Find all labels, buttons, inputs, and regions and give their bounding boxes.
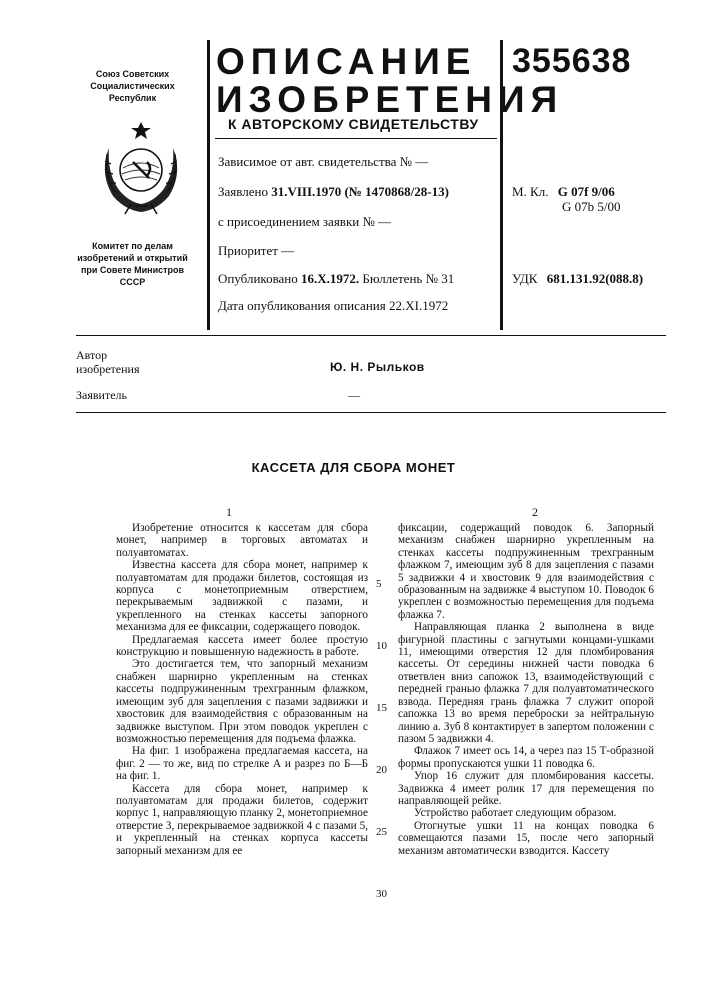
joined-application: с присоединением заявки № — (218, 214, 391, 230)
author-label-line: изобретения (76, 362, 139, 376)
paragraph: Кассета для сбора монет, например к полуавтоматам для продажи билетов, содержит корпус 1, направляющую планку 2, монетоприемное отверстие 3, перекрываемое задвижкой 4 с пазами 5, и укрепленный на стенках корпуса кассеты запорный механизм для ее (116, 783, 368, 857)
dependent-certificate: Зависимое от авт. свидетельства № — (218, 154, 428, 170)
published-label: Опубликовано (218, 271, 298, 286)
priority: Приоритет — (218, 243, 294, 259)
column-2-text (398, 522, 654, 857)
subtitle: К АВТОРСКОМУ СВИДЕТЕЛЬСТВУ (228, 116, 479, 132)
document-title: КАССЕТА ДЛЯ СБОРА МОНЕТ (0, 460, 707, 475)
udk-label: УДК (512, 271, 537, 286)
subtitle-underline (215, 138, 497, 139)
column-number-2: 2 (532, 505, 538, 520)
left-vertical-rule (207, 40, 210, 330)
title-line-2: ИЗОБРЕТЕНИЯ (216, 80, 506, 120)
committee-line: СССР (70, 276, 195, 288)
line-number: 30 (376, 888, 387, 900)
top-rule (76, 335, 666, 336)
patent-number: 355638 (512, 42, 631, 81)
column-number-1: 1 (226, 505, 232, 520)
filed-date (218, 184, 449, 200)
paragraph: Это достигается тем, что запорный механизм снабжен шарнирно укрепленным на стенках кассеты подпружиненным трехгранным флажком, имеющим зуб для зацепления с пазами задвижки и хвостовик для взаимодействия с образованным на задвижке выступом. При этом поводок укреплен с возможностью перемещения для подъема флажка. (116, 658, 368, 745)
committee-line: изобретений и открытий (70, 252, 195, 264)
author-label (76, 348, 139, 376)
line-number: 20 (376, 764, 387, 776)
country-line: Республик (70, 92, 195, 104)
applicant-value: — (348, 388, 360, 402)
paragraph: На фиг. 1 изображена предлагаемая кассета, на фиг. 2 — то же, вид по стрелке А и разрез по Б—Б на фиг. 1. (116, 745, 368, 782)
committee-line: Комитет по делам (70, 240, 195, 252)
filed-value: 31.VIII.1970 (№ 1470868/28-13) (271, 184, 449, 199)
line-number: 25 (376, 826, 387, 838)
paragraph: Устройство работает следующим образом. (398, 807, 654, 819)
udk-class (512, 271, 643, 287)
author-label-line: Автор (76, 348, 139, 362)
author-name: Ю. Н. Рыльков (330, 360, 425, 374)
published-value: 16.X.1972. (301, 271, 359, 286)
published-line (218, 271, 454, 287)
paragraph: Флажок 7 имеет ось 14, а через паз 15 Т-образной формы пропускаются ушки 11 поводка 6. (398, 745, 654, 770)
country-line: Союз Советских (70, 68, 195, 80)
committee-line: при Совете Министров (70, 264, 195, 276)
column-1-text (116, 522, 368, 857)
paragraph: Известна кассета для сбора монет, например к полуавтоматам для продажи билетов, состоящая из корпуса с монетоприемным отверстием, перекрываемым задвижкой с пазами, и укрепленного на стенках кассеты запорного механизма для ее фиксации, содержащего поводок. (116, 559, 368, 633)
mkl-class (512, 184, 615, 200)
paragraph: фиксации, содержащий поводок 6. Запорный механизм снабжен шарнирно укрепленным на стенках кассеты подпружиненным трехгранным флажком 7, имеющим зуб 8 для зацепления с пазами 5 задвижки 4 и хвостовик 9 для взаимодействия с образованным на задвижке 4 выступом 10. Поводок 6 укреплен с возможностью перемещения для подъема флажка 7. (398, 522, 654, 621)
committee-name (70, 240, 195, 288)
description-date: Дата опубликования описания 22.XI.1972 (218, 298, 448, 314)
paragraph: Направляющая планка 2 выполнена в виде фигурной пластины с загнутыми концами-ушками 11, имеющими отверстия 12 для пломбирования кассеты. От середины нижней части поводка 6 ответвлен вниз сапожок 13, взаимодействующий с передней гранью флажка 7 для полуавтоматического взвода. Передняя грань флажка 7 служит опорой сапожка 13 во время переброски за нейтральную линию а. Зуб 8 контактирует в запертом положении с пазом 5 задвижки 4. (398, 621, 654, 745)
udk-value: 681.131.92(088.8) (547, 271, 643, 286)
line-number: 15 (376, 702, 387, 714)
paragraph: Упор 16 служит для пломбирования кассеты. Задвижка 4 имеет ролик 17 для перемещения по направляющей рейке. (398, 770, 654, 807)
line-number: 10 (376, 640, 387, 652)
title-line-1: ОПИСАНИЕ (216, 42, 506, 82)
paragraph: Предлагаемая кассета имеет более простую конструкцию и повышенную надежность в работе. (116, 634, 368, 659)
mkl-code-1: G 07f 9/06 (558, 184, 615, 199)
author-bottom-rule (76, 412, 666, 413)
applicant-label: Заявитель (76, 388, 127, 402)
mkl-code-2: G 07b 5/00 (562, 199, 621, 215)
mkl-label: М. Кл. (512, 184, 548, 199)
filed-label: Заявлено (218, 184, 268, 199)
bulletin: Бюллетень № 31 (362, 271, 454, 286)
ussr-emblem-icon (95, 118, 187, 218)
line-number: 5 (376, 578, 382, 590)
paragraph: Изобретение относится к кассетам для сбора монет, например в торговых автоматах и полуавтоматах. (116, 522, 368, 559)
country-name (70, 68, 195, 104)
paragraph: Отогнутые ушки 11 на концах поводка 6 совмещаются пазами 15, после чего запорный механизм автоматически взводится. Кассету (398, 820, 654, 857)
country-line: Социалистических (70, 80, 195, 92)
